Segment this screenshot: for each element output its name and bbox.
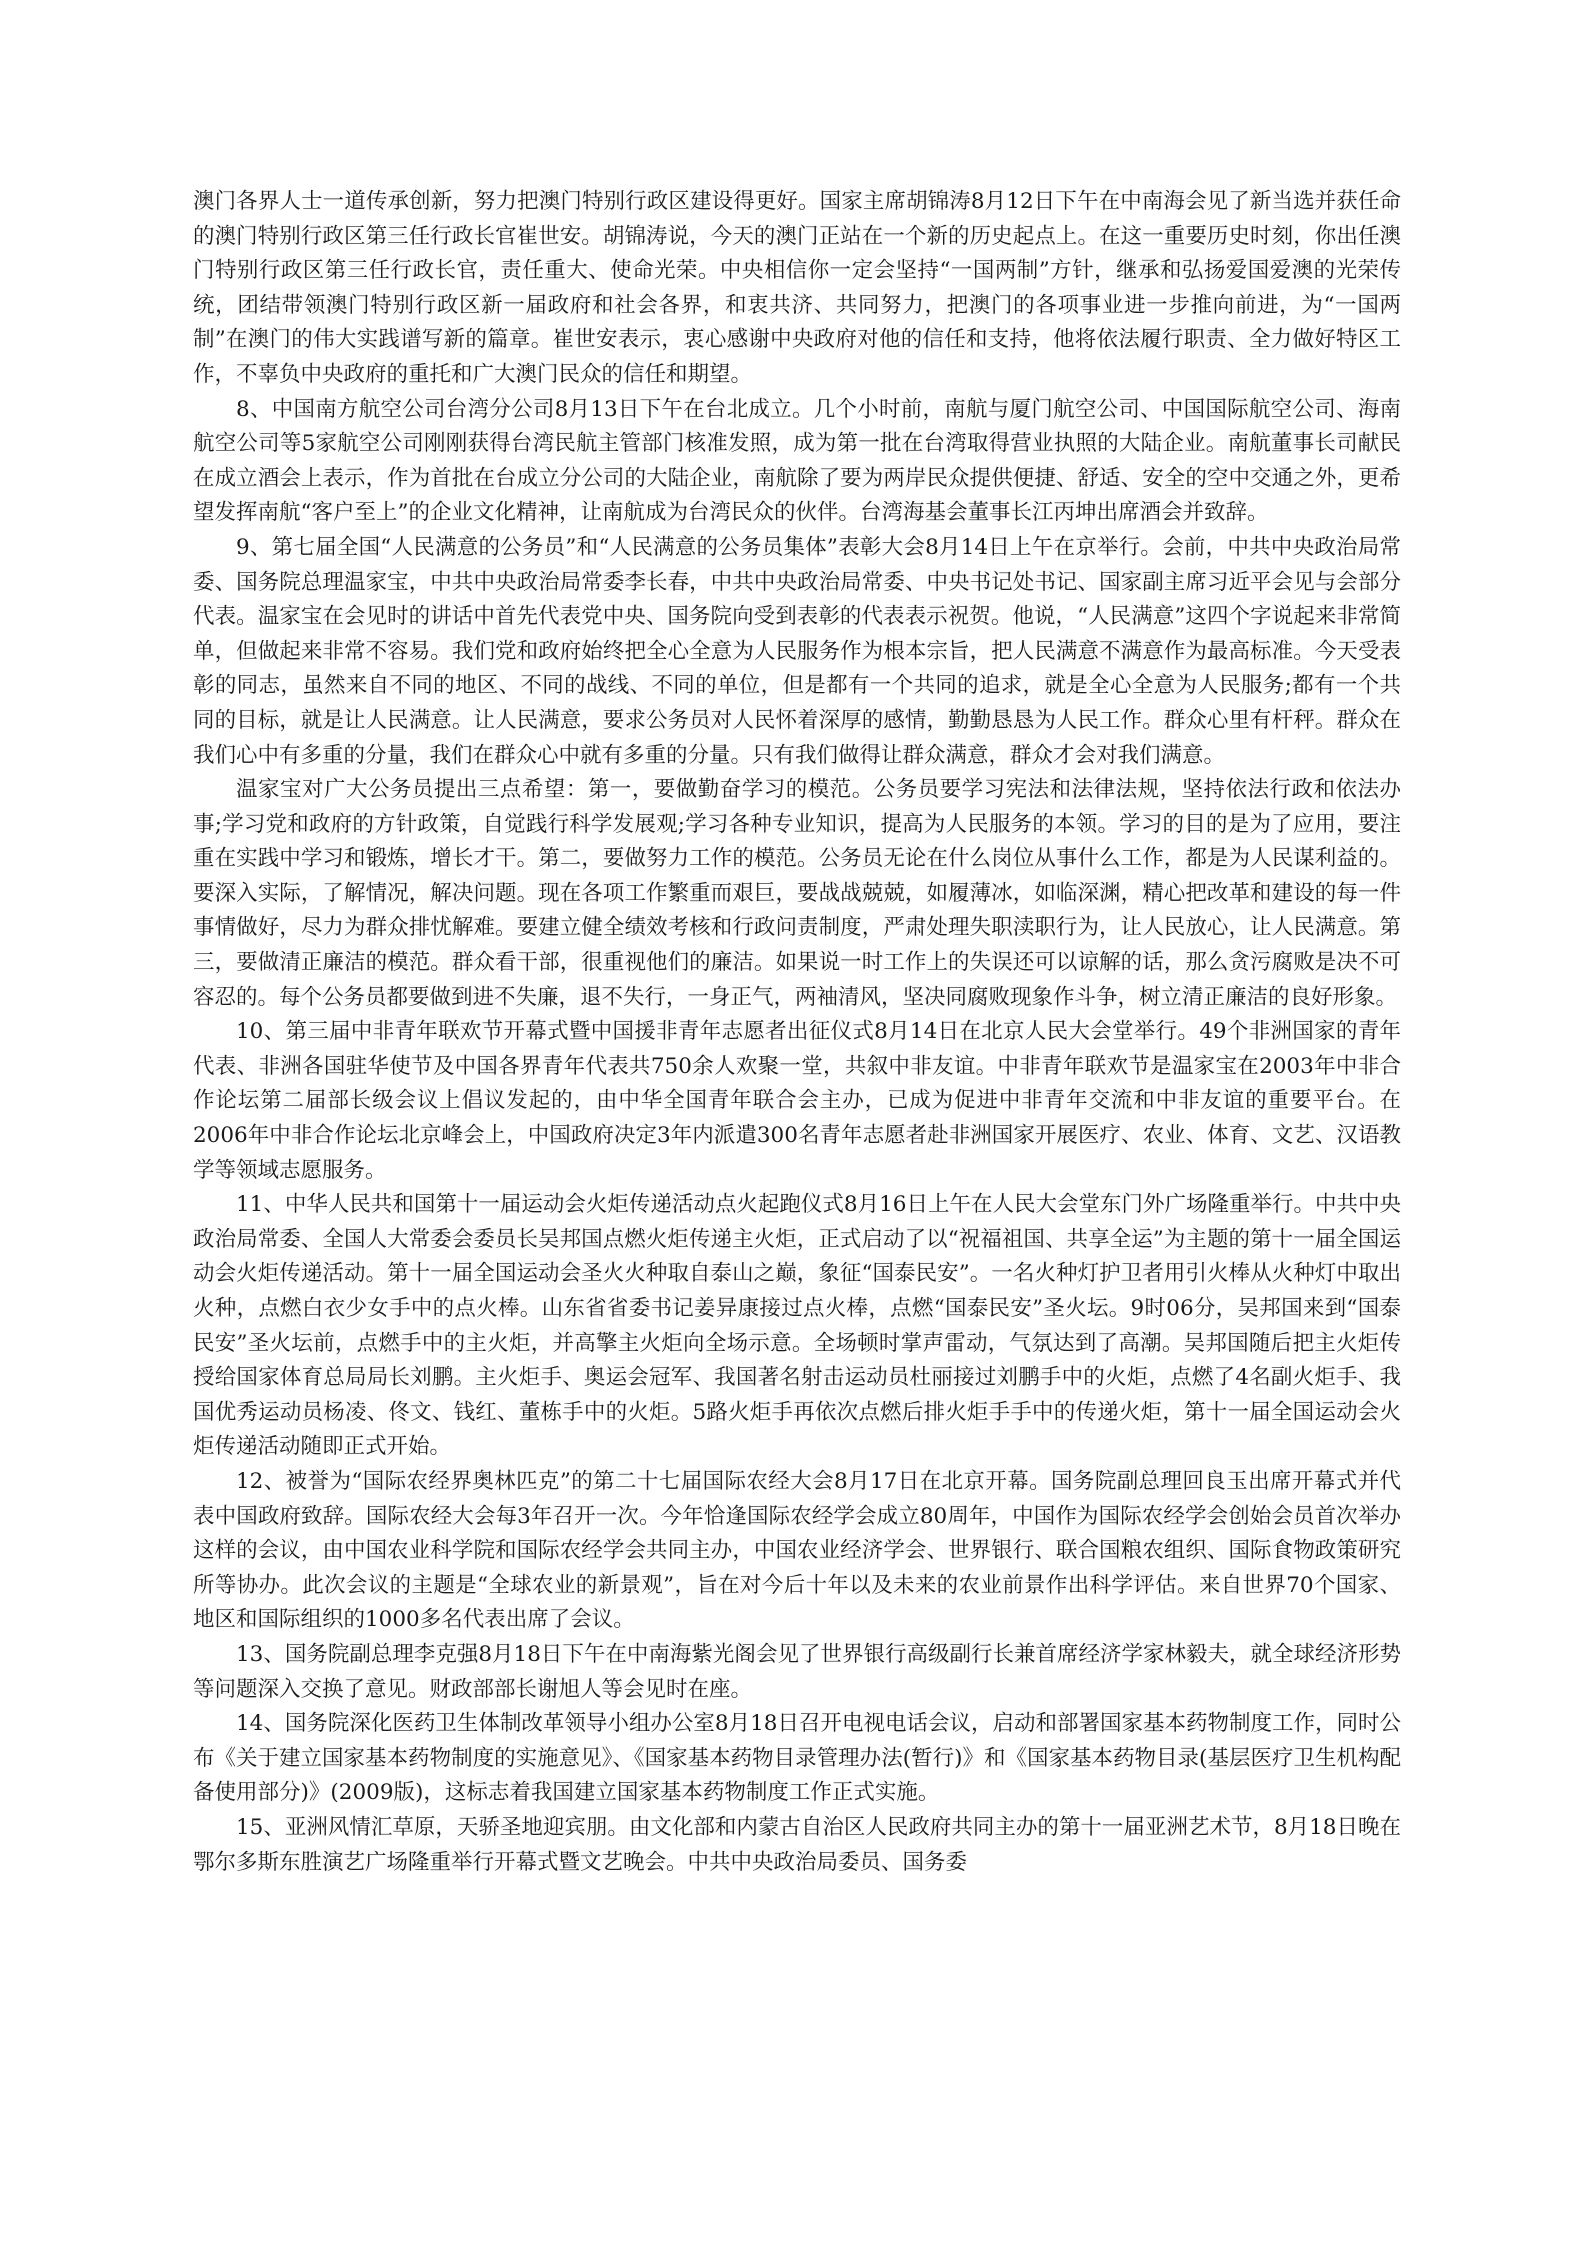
paragraph-10: 10、第三届中非青年联欢节开幕式暨中国援非青年志愿者出征仪式8月14日在北京人民大会堂举行。49个非洲国家的青年代表、非洲各国驻华使节及中国各界青年代表共750余人欢聚一堂，共叙中非友谊。中非青年联欢节是温家宝在2003年中非合作论坛第二届部长级会议上倡议发起的，由中华全国青年联合会主办，已成为促进中非青年交流和中非友谊的重要平台。在2006年中非合作论坛北京峰会上，中国政府决定3年内派遣300名青年志愿者赴非洲国家开展医疗、农业、体育、文艺、汉语教学等领域志愿服务。 bbox=[193, 1019, 1401, 1183]
document-body bbox=[193, 185, 1401, 1880]
paragraph-14: 14、国务院深化医药卫生体制改革领导小组办公室8月18日召开电视电话会议，启动和部署国家基本药物制度工作，同时公布《关于建立国家基本药物制度的实施意见》、《国家基本药物目录管理办法(暂行)》和《国家基本药物目录(基层医疗卫生机构配备使用部分)》(2009版)，这标志着我国建立国家基本药物制度工作正式实施。 bbox=[193, 1711, 1401, 1806]
paragraph-13: 13、国务院副总理李克强8月18日下午在中南海紫光阁会见了世界银行高级副行长兼首席经济学家林毅夫，就全球经济形势等问题深入交换了意见。财政部部长谢旭人等会见时在座。 bbox=[193, 1641, 1401, 1702]
paragraph-9: 9、第七届全国“人民满意的公务员”和“人民满意的公务员集体”表彰大会8月14日上午在京举行。会前，中共中央政治局常委、国务院总理温家宝，中共中央政治局常委李长春，中共中央政治局常委、中央书记处书记、国家副主席习近平会见与会部分代表。温家宝在会见时的讲话中首先代表党中央、国务院向受到表彰的代表表示祝贺。他说，“人民满意”这四个字说起来非常简单，但做起来非常不容易。我们党和政府始终把全心全意为人民服务作为根本宗旨，把人民满意不满意作为最高标准。今天受表彰的同志，虽然来自不同的地区、不同的战线、不同的单位，但是都有一个共同的追求，就是全心全意为人民服务;都有一个共同的目标，就是让人民满意。让人民满意，要求公务员对人民怀着深厚的感情，勤勤恳恳为人民工作。群众心里有杆秤。群众在我们心中有多重的分量，我们在群众心中就有多重的分量。只有我们做得让群众满意，群众才会对我们满意。 bbox=[193, 534, 1401, 768]
paragraph-9-continued: 温家宝对广大公务员提出三点希望：第一，要做勤奋学习的模范。公务员要学习宪法和法律法规，坚持依法行政和依法办事;学习党和政府的方针政策，自觉践行科学发展观;学习各种专业知识，提高为人民服务的本领。学习的目的是为了应用，要注重在实践中学习和锻炼，增长才干。第二，要做努力工作的模范。公务员无论在什么岗位从事什么工作，都是为人民谋利益的。要深入实际，了解情况，解决问题。现在各项工作繁重而艰巨，要战战兢兢，如履薄冰，如临深渊，精心把改革和建设的每一件事情做好，尽力为群众排忧解难。要建立健全绩效考核和行政问责制度，严肃处理失职渎职行为，让人民放心，让人民满意。第三，要做清正廉洁的模范。群众看干部，很重视他们的廉洁。如果说一时工作上的失误还可以谅解的话，那么贪污腐败是决不可容忍的。每个公务员都要做到进不失廉，退不失行，一身正气，两袖清风，坚决同腐败现象作斗争，树立清正廉洁的良好形象。 bbox=[193, 777, 1401, 1010]
paragraph-12: 12、被誉为“国际农经界奥林匹克”的第二十七届国际农经大会8月17日在北京开幕。国务院副总理回良玉出席开幕式并代表中国政府致辞。国际农经大会每3年召开一次。今年恰逢国际农经学会成立80周年，中国作为国际农经学会创始会员首次举办这样的会议，由中国农业科学院和国际农经学会共同主办，中国农业经济学会、世界银行、联合国粮农组织、国际食物政策研究所等协办。此次会议的主题是“全球农业的新景观”，旨在对今后十年以及未来的农业前景作出科学评估。来自世界70个国家、地区和国际组织的1000多名代表出席了会议。 bbox=[193, 1468, 1401, 1633]
paragraph-11: 11、中华人民共和国第十一届运动会火炬传递活动点火起跑仪式8月16日上午在人民大会堂东门外广场隆重举行。中共中央政治局常委、全国人大常委会委员长吴邦国点燃火炬传递主火炬，正式启动了以“祝福祖国、共享全运”为主题的第十一届全国运动会火炬传递活动。第十一届全国运动会圣火火种取自泰山之巅，象征“国泰民安”。一名火种灯护卫者用引火棒从火种灯中取出火种，点燃白衣少女手中的点火棒。山东省省委书记姜异康接过点火棒，点燃“国泰民安”圣火坛。9时06分，吴邦国来到“国泰民安”圣火坛前，点燃手中的主火炬，并高擎主火炬向全场示意。全场顿时掌声雷动，气氛达到了高潮。吴邦国随后把主火炬传授给国家体育总局局长刘鹏。主火炬手、奥运会冠军、我国著名射击运动员杜丽接过刘鹏手中的火炬，点燃了4名副火炬手、我国优秀运动员杨凌、佟文、钱红、董栋手中的火炬。5路火炬手再依次点燃后排火炬手手中的传递火炬，第十一届全国运动会火炬传递活动随即正式开始。 bbox=[193, 1192, 1401, 1460]
paragraph-continued: 澳门各界人士一道传承创新，努力把澳门特别行政区建设得更好。国家主席胡锦涛8月12日下午在中南海会见了新当选并获任命的澳门特别行政区第三任行政长官崔世安。胡锦涛说，今天的澳门正站在一个新的历史起点上。在这一重要历史时刻，你出任澳门特别行政区第三任行政长官，责任重大、使命光荣。中央相信你一定会坚持“一国两制”方针，继承和弘扬爱国爱澳的光荣传统，团结带领澳门特别行政区新一届政府和社会各界，和衷共济、共同努力，把澳门的各项事业进一步推向前进，为“一国两制”在澳门的伟大实践谱写新的篇章。崔世安表示，衷心感谢中央政府对他的信任和支持，他将依法履行职责、全力做好特区工作，不辜负中央政府的重托和广大澳门民众的信任和期望。 bbox=[193, 189, 1401, 387]
paragraph-8: 8、中国南方航空公司台湾分公司8月13日下午在台北成立。几个小时前，南航与厦门航空公司、中国国际航空公司、海南航空公司等5家航空公司刚刚获得台湾民航主管部门核准发照，成为第一批在台湾取得营业执照的大陆企业。南航董事长司献民在成立酒会上表示，作为首批在台成立分公司的大陆企业，南航除了要为两岸民众提供便捷、舒适、安全的空中交通之外，更希望发挥南航“客户至上”的企业文化精神，让南航成为台湾民众的伙伴。台湾海基会董事长江丙坤出席酒会并致辞。 bbox=[193, 396, 1401, 526]
paragraph-15: 15、亚洲风情汇草原，天骄圣地迎宾朋。由文化部和内蒙古自治区人民政府共同主办的第十一届亚洲艺术节，8月18日晚在鄂尔多斯东胜演艺广场隆重举行开幕式暨文艺晚会。中共中央政治局委员、国务委 bbox=[193, 1814, 1401, 1875]
